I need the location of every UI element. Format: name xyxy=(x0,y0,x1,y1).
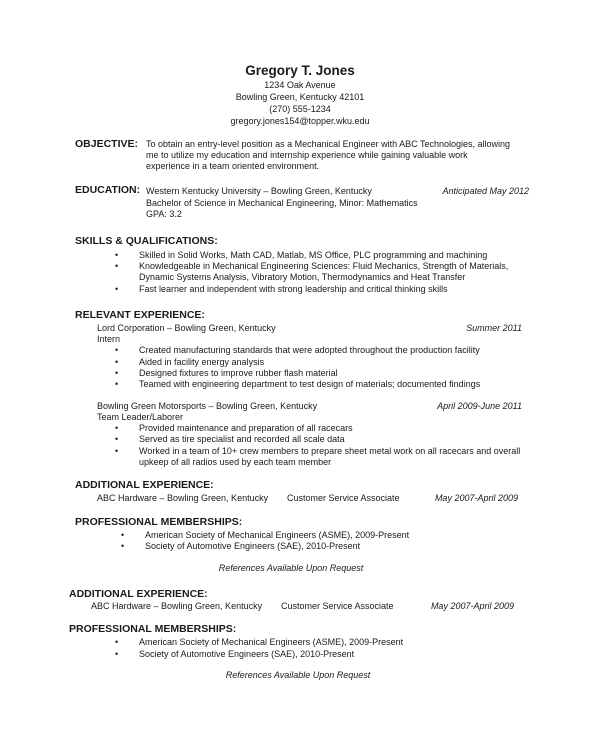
contact-phone: (270) 555-1234 xyxy=(269,104,331,114)
bullet-icon: • xyxy=(115,423,119,433)
additional-role: Customer Service Associate xyxy=(287,493,400,503)
bullet-icon: • xyxy=(121,541,125,551)
additional-date: May 2007-April 2009 xyxy=(434,493,518,503)
objective-heading: OBJECTIVE: xyxy=(75,138,139,150)
objective-line: me to utilize my education and internship experience while gaining valuable work xyxy=(146,150,468,160)
bullet-icon: • xyxy=(115,284,119,294)
job-date: April 2009-June 2011 xyxy=(437,401,522,411)
bullet-icon: • xyxy=(115,357,119,367)
bullet-icon: • xyxy=(115,250,119,260)
job-title: Intern xyxy=(97,334,121,344)
memberships-heading: PROFESSIONAL MEMBERSHIPS: xyxy=(69,623,237,635)
additional-experience-heading: ADDITIONAL EXPERIENCE: xyxy=(69,588,208,600)
education-gpa: GPA: 3.2 xyxy=(146,209,182,219)
objective-line: experience in a team oriented environment. xyxy=(146,161,320,171)
contact-address-line1: 1234 Oak Avenue xyxy=(264,80,336,90)
job-title: Team Leader/Laborer xyxy=(97,412,184,422)
objective-line: To obtain an entry-level position as a Mechanical Engineer with ABC Technologies, allowing xyxy=(146,139,511,149)
education-degree: Bachelor of Science in Mechanical Engineering, Minor: Mathematics xyxy=(146,198,418,208)
job-bullet-continuation: upkeep of all radios used by each team member xyxy=(139,457,332,467)
additional-employer: ABC Hardware – Bowling Green, Kentucky xyxy=(97,493,269,503)
memberships-heading: PROFESSIONAL MEMBERSHIPS: xyxy=(75,516,243,528)
resume-name: Gregory T. Jones xyxy=(245,63,355,78)
additional-experience-heading: ADDITIONAL EXPERIENCE: xyxy=(75,479,214,491)
bullet-icon: • xyxy=(115,434,119,444)
education-school: Western Kentucky University – Bowling Green, Kentucky xyxy=(146,186,372,196)
additional-employer: ABC Hardware – Bowling Green, Kentucky xyxy=(91,601,263,611)
bullet-icon: • xyxy=(115,261,119,271)
bullet-icon: • xyxy=(115,379,119,389)
education-date: Anticipated May 2012 xyxy=(442,186,529,196)
references-note: References Available Upon Request xyxy=(218,563,364,573)
bullet-icon: • xyxy=(121,530,125,540)
relevant-experience-heading: RELEVANT EXPERIENCE: xyxy=(75,309,205,321)
references-note: References Available Upon Request xyxy=(225,670,371,680)
bullet-icon: • xyxy=(115,446,119,456)
bullet-icon: • xyxy=(115,345,119,355)
contact-address-line2: Bowling Green, Kentucky 42101 xyxy=(235,92,365,102)
skills-heading: SKILLS & QUALIFICATIONS: xyxy=(75,235,218,247)
bullet-icon: • xyxy=(115,649,119,659)
job-employer: Bowling Green Motorsports – Bowling Green, Kentucky xyxy=(97,401,318,411)
contact-email: gregory.jones154@topper.wku.edu xyxy=(230,116,370,126)
bullet-icon: • xyxy=(115,637,119,647)
education-heading: EDUCATION: xyxy=(75,184,141,196)
job-employer: Lord Corporation – Bowling Green, Kentucky xyxy=(97,323,276,333)
additional-date: May 2007-April 2009 xyxy=(430,601,514,611)
job-date: Summer 2011 xyxy=(466,323,522,333)
skills-bullet-continuation: Dynamic Systems Analysis, Vibratory Motion, Thermodynamics and Heat Transfer xyxy=(139,272,466,282)
additional-role: Customer Service Associate xyxy=(281,601,394,611)
bullet-icon: • xyxy=(115,368,119,378)
